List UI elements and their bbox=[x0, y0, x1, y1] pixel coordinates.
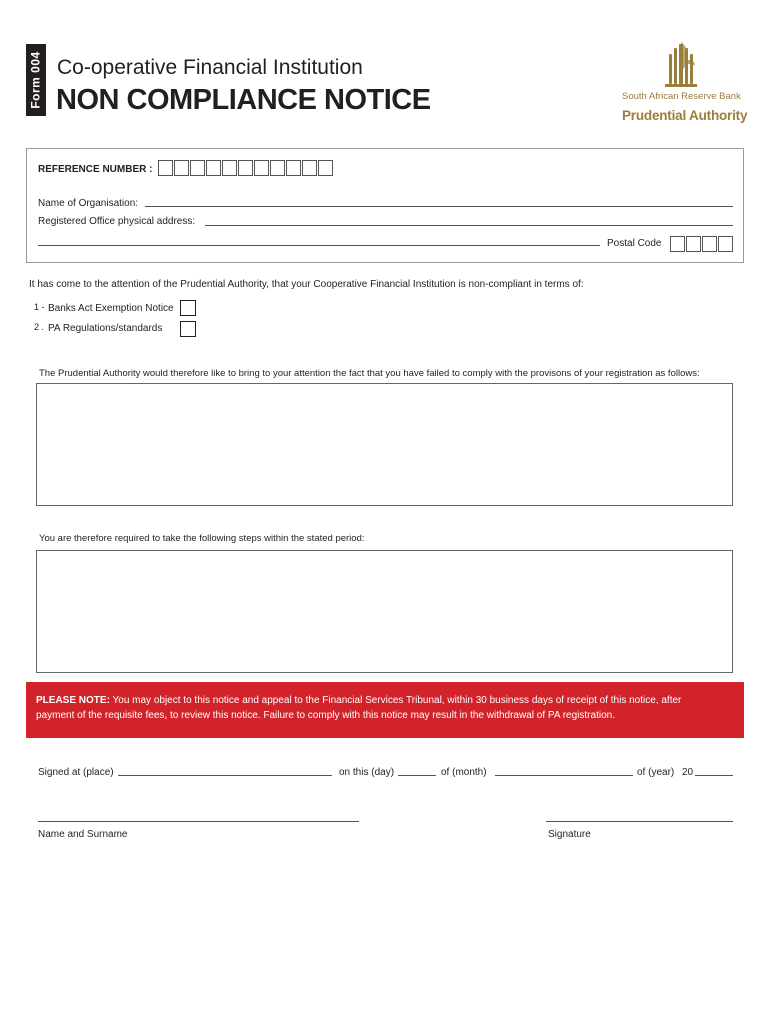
note-text-line2: payment of the requisite fees, to review this notice. Failure to comply with this notice may result in the withdrawal of PA registration. bbox=[36, 710, 615, 721]
failures-textarea[interactable] bbox=[36, 383, 733, 506]
year-field[interactable] bbox=[695, 775, 733, 776]
postal-code-label: Postal Code bbox=[607, 238, 662, 249]
reserve-bank-emblem-icon bbox=[655, 40, 705, 90]
postal-code-cell[interactable] bbox=[686, 236, 701, 252]
form-number: Form 004 bbox=[29, 51, 44, 109]
day-label: on this (day) bbox=[339, 767, 395, 778]
reference-cell[interactable] bbox=[158, 160, 173, 176]
address-label: Registered Office physical address: bbox=[38, 216, 196, 227]
banks-act-exemption-checkbox[interactable] bbox=[180, 300, 196, 316]
please-note-banner bbox=[26, 682, 744, 738]
signature-field[interactable] bbox=[546, 821, 733, 822]
pa-regulations-label: PA Regulations/standards bbox=[48, 323, 163, 334]
month-field[interactable] bbox=[495, 775, 633, 776]
reference-cell[interactable] bbox=[206, 160, 221, 176]
note-text-line1: You may object to this notice and appeal to the Financial Services Tribunal, within 30 business days of receipt of this notice, after bbox=[112, 695, 682, 706]
pa-regulations-checkbox[interactable] bbox=[180, 321, 196, 337]
reference-cell[interactable] bbox=[190, 160, 205, 176]
reference-cell[interactable] bbox=[238, 160, 253, 176]
compliance-intro: It has come to the attention of the Prudential Authority, that your Cooperative Financial Institution is non-compliant in terms of: bbox=[29, 279, 584, 290]
signature-label: Signature bbox=[548, 829, 591, 840]
postal-code-input[interactable] bbox=[670, 236, 734, 252]
reference-cell[interactable] bbox=[270, 160, 285, 176]
reference-cell[interactable] bbox=[254, 160, 269, 176]
name-surname-field[interactable] bbox=[38, 821, 359, 822]
address-field-line1[interactable] bbox=[205, 225, 733, 226]
organisation-name-field[interactable] bbox=[145, 206, 733, 207]
reference-number-input[interactable] bbox=[158, 160, 334, 176]
steps-textarea[interactable] bbox=[36, 550, 733, 673]
postal-code-cell[interactable] bbox=[702, 236, 717, 252]
organisation-name-label: Name of Organisation: bbox=[38, 198, 139, 209]
day-field[interactable] bbox=[398, 775, 436, 776]
item-number: 2 . bbox=[34, 322, 45, 332]
address-field-line2[interactable] bbox=[38, 245, 600, 246]
reference-cell[interactable] bbox=[302, 160, 317, 176]
banks-act-exemption-label: Banks Act Exemption Notice bbox=[48, 303, 174, 314]
postal-code-cell[interactable] bbox=[718, 236, 733, 252]
page-title: NON COMPLIANCE NOTICE bbox=[56, 84, 431, 116]
month-label: of (month) bbox=[441, 767, 487, 778]
year-prefix: 20 bbox=[682, 767, 694, 778]
reference-cell[interactable] bbox=[318, 160, 333, 176]
reference-cell[interactable] bbox=[174, 160, 189, 176]
name-surname-label: Name and Surname bbox=[38, 829, 128, 840]
bank-name: South African Reserve Bank bbox=[622, 91, 741, 102]
steps-label: You are therefore required to take the following steps within the stated period: bbox=[39, 533, 365, 544]
authority-name: Prudential Authority bbox=[622, 108, 748, 123]
note-heading: PLEASE NOTE: bbox=[36, 695, 110, 706]
sarb-logo bbox=[622, 38, 748, 128]
reference-cell[interactable] bbox=[222, 160, 237, 176]
form-number-tab bbox=[26, 44, 46, 116]
failures-label: The Prudential Authority would therefore like to bring to your attention the fact that you have failed to comply with the provisons of your registration as follows: bbox=[39, 368, 700, 379]
item-number: 1 - bbox=[34, 302, 45, 312]
year-label: of (year) bbox=[637, 767, 675, 778]
postal-code-cell[interactable] bbox=[670, 236, 685, 252]
reference-cell[interactable] bbox=[286, 160, 301, 176]
reference-number-label: REFERENCE NUMBER : bbox=[38, 164, 153, 175]
signed-at-field[interactable] bbox=[118, 775, 332, 776]
form-subtitle: Co-operative Financial Institution bbox=[57, 56, 363, 79]
signed-at-label: Signed at (place) bbox=[38, 767, 114, 778]
